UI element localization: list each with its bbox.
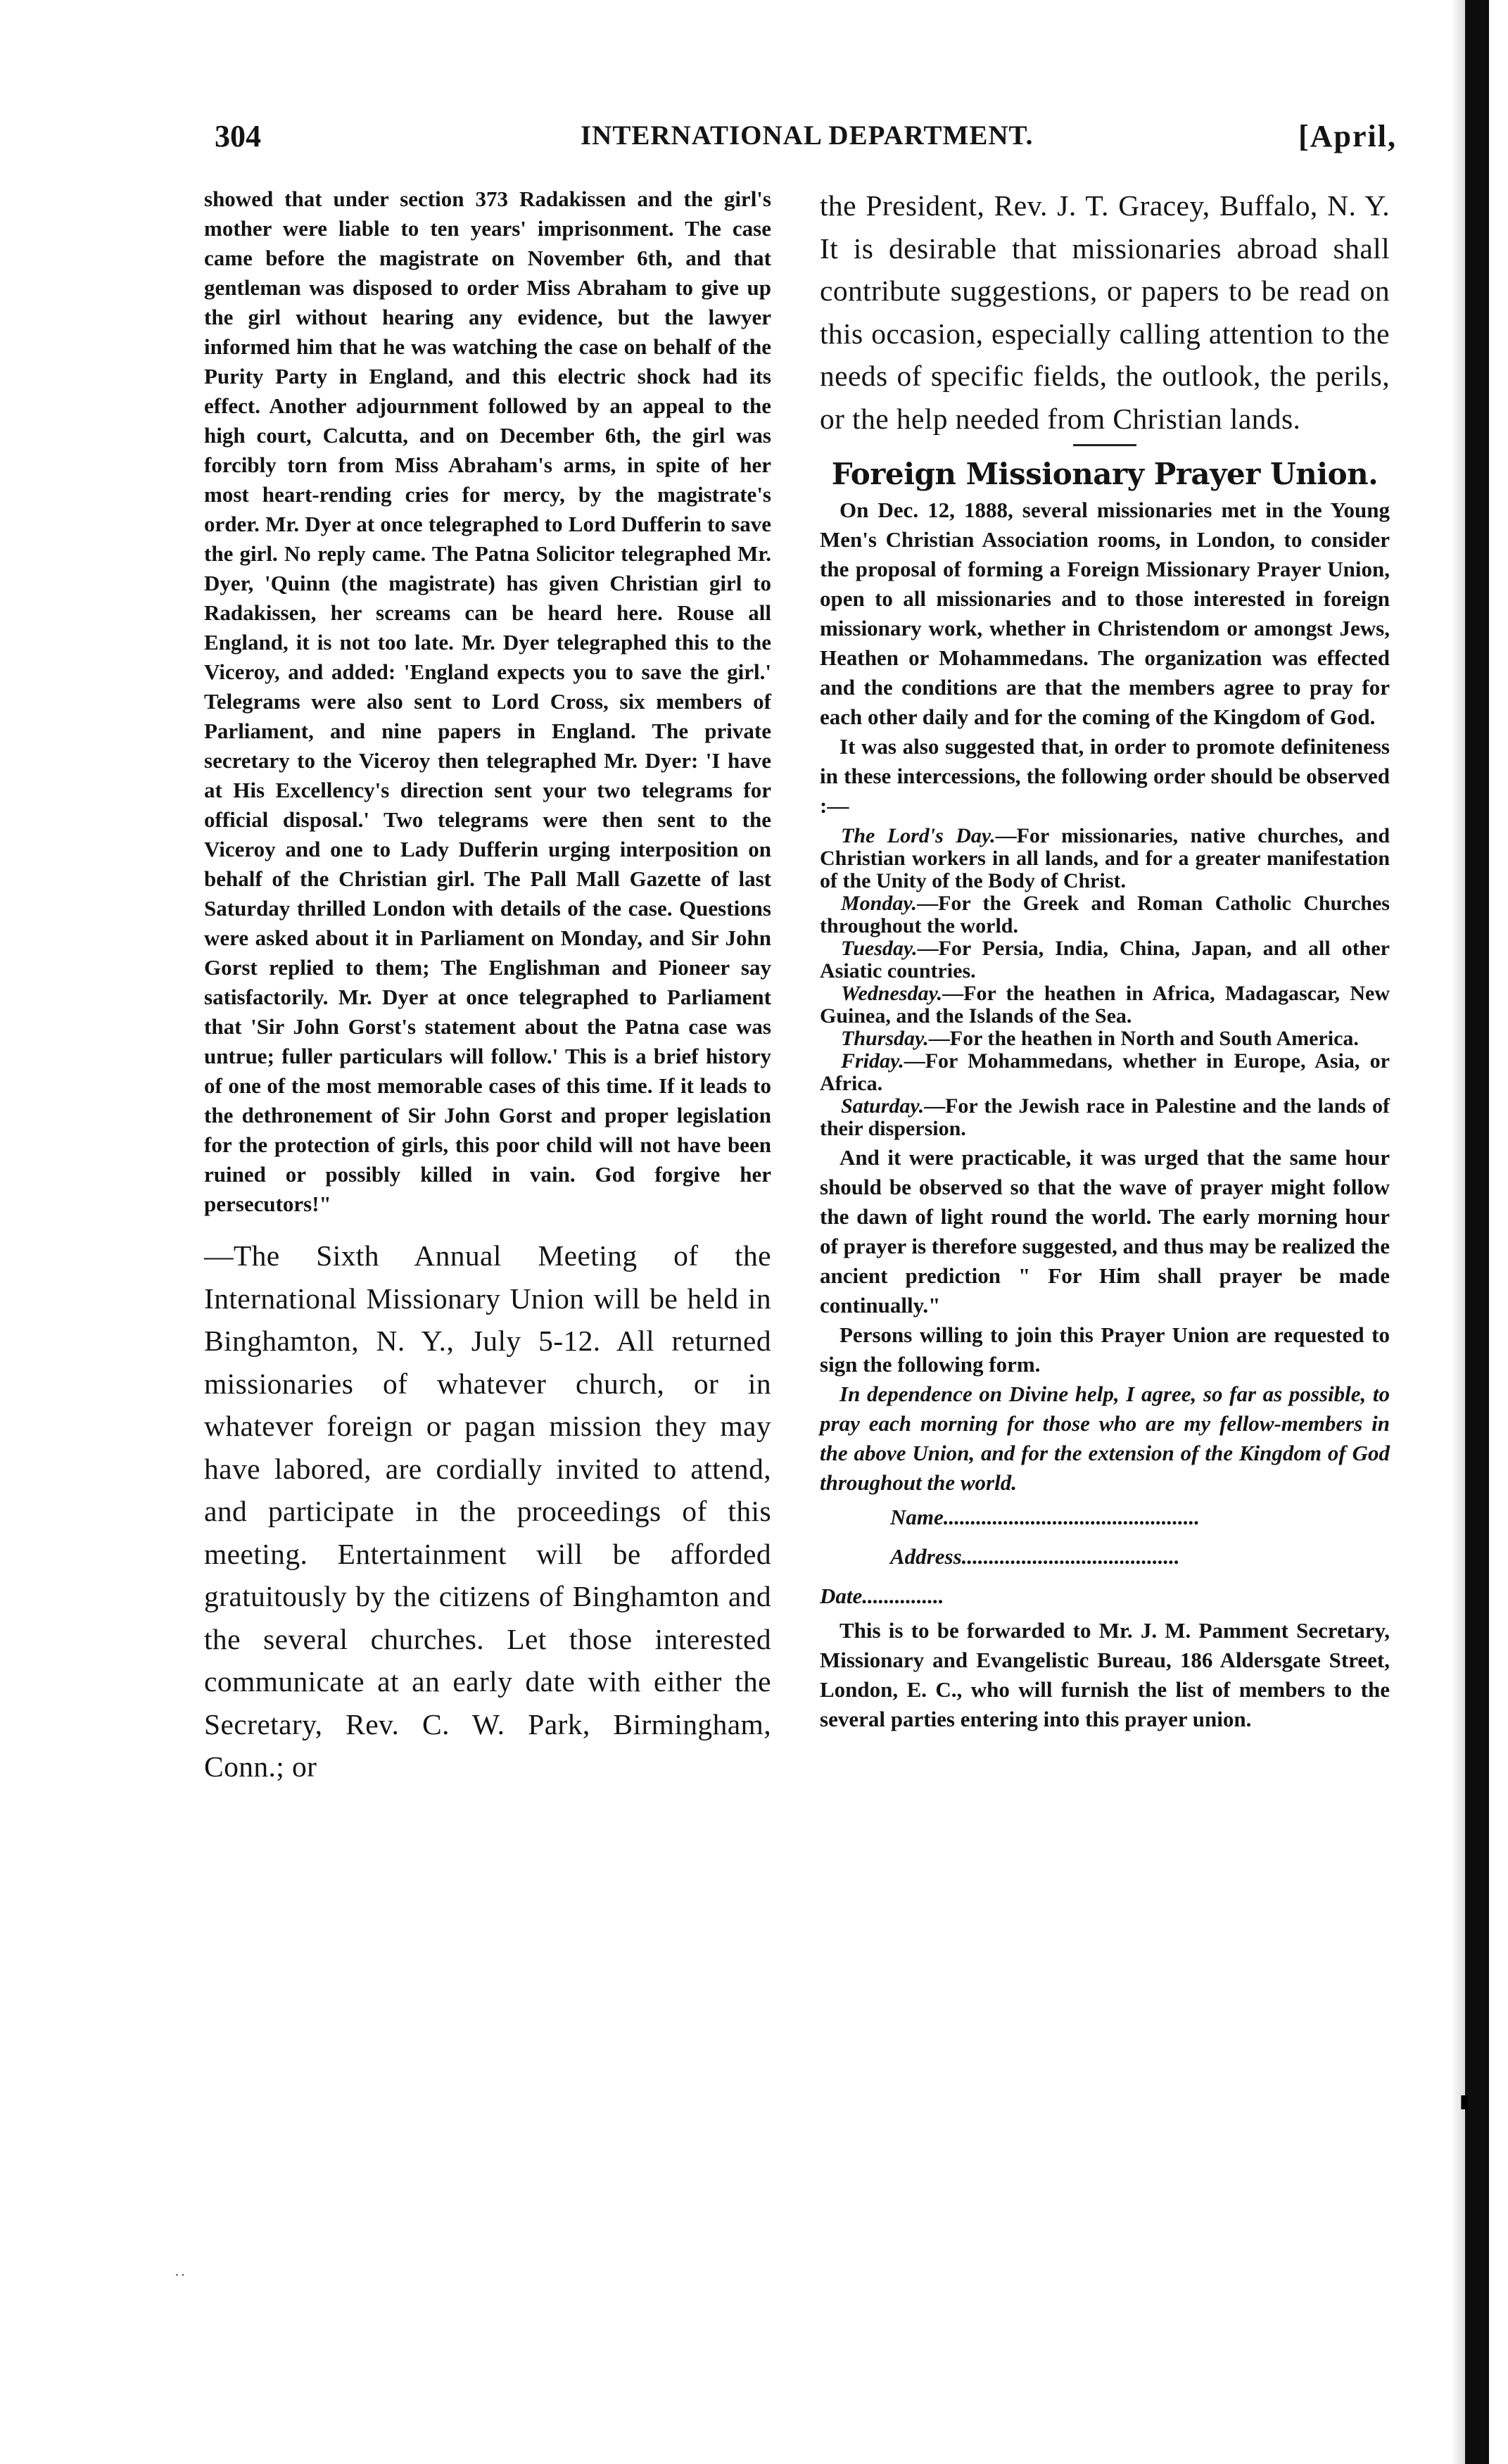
day-entry [820, 1050, 1390, 1095]
day-name: The Lord's Day. [841, 824, 996, 847]
prayer-union-intro: On Dec. 12, 1888, several missionaries met in the Young Men's Christian Association rooms, in London, to consider the proposal of forming a Foreign Missionary Prayer Union, open to all missionaries and to those interested in foreign missionary work, whether in Christendom or amongst Jews, Heathen or Mohammedans. The organization was effected and the conditions are that the members agree to pray for each other daily and for the coming of the Kingdom of God. [820, 498, 1390, 729]
form-name-line: Name............................................... [890, 1505, 1200, 1529]
day-text: —For the heathen in North and South America. [928, 1027, 1359, 1050]
day-entry [820, 892, 1390, 937]
day-text: —For the Jewish race in Palestine and the lands of their dispersion. [820, 1094, 1390, 1140]
day-entry [820, 825, 1390, 892]
page-number: 304 [215, 119, 261, 153]
day-text: —For the Greek and Roman Catholic Churches throughout the world. [820, 892, 1390, 937]
day-text: —For Mohammedans, whether in Europe, Asia, or Africa. [820, 1049, 1390, 1095]
section-divider [1073, 444, 1136, 446]
day-entry [820, 1028, 1390, 1050]
day-entry [820, 983, 1390, 1028]
day-text: —For missionaries, native churches, and Christian workers in all lands, and for a greater manifestation of the Unity of the Body of Christ. [820, 824, 1390, 892]
meeting-continued: the President, Rev. J. T. Gracey, Buffalo, N. Y. It is desirable that missionaries abroad shall contribute suggestions, or papers to be read on this occasion, especially calling attention to the needs of specific fields, the outlook, the perils, or the help needed from Christian lands. [820, 189, 1390, 435]
meeting-paragraph: —The Sixth Annual Meeting of the International Missionary Union will be held in Binghamton, N. Y., July 5-12. All returned missionaries of whatever church, or in whatever foreign or pagan mission they may have labored, are cordially invited to attend, and participate in the proceedings of this meeting. Entertainment will be afforded gratuitously by the citizens of Binghamton and the several churches. Let those interested communicate at an early date with either the Secretary, Rev. C. W. Park, Birmingham, Conn.; or [204, 1239, 771, 1783]
day-name: Saturday. [841, 1094, 925, 1118]
day-name: Friday. [841, 1049, 904, 1073]
right-column [820, 184, 1390, 1734]
day-name: Monday. [841, 892, 918, 915]
day-text: —For Persia, India, China, Japan, and all other Asiatic countries. [820, 937, 1390, 983]
stray-mark: ▮ [1459, 2091, 1470, 2111]
day-name: Thursday. [841, 1027, 929, 1050]
day-name: Tuesday. [841, 937, 918, 960]
form-date-line: Date............... [820, 1584, 944, 1608]
closing-paragraph: This is to be forwarded to Mr. J. M. Pamment Secretary, Missionary and Evangelistic Bureau, 186 Aldersgate Street, London, E. C., who will furnish the list of members to the several parties entering into this prayer union. [820, 1618, 1390, 1731]
stray-mark: ·· [175, 2268, 187, 2283]
day-entry [820, 937, 1390, 983]
day-list [820, 825, 1390, 1140]
suggested-order: It was also suggested that, in order to promote definiteness in these intercessions, the following order should be observed :— [820, 734, 1390, 818]
pledge-text: In dependence on Divine help, I agree, so far as possible, to pray each morning for those who are my fellow-members in the above Union, and for the extension of the Kingdom of God throughout the world. [820, 1382, 1390, 1495]
hour-paragraph: And it were practicable, it was urged that the same hour should be observed so that the wave of prayer might follow the dawn of light round the world. The early morning hour of prayer is therefore suggested, and thus may be realized the ancient prediction " For Him shall prayer be made continually." [820, 1145, 1390, 1318]
running-title: INTERNATIONAL DEPARTMENT. [581, 120, 1034, 151]
form-address-line: Address........................................ [890, 1544, 1180, 1569]
day-name: Wednesday. [841, 982, 943, 1005]
header-month: [April, [1298, 119, 1397, 153]
running-header [215, 113, 1397, 162]
section-title: Foreign Missionary Prayer Union. [831, 457, 1379, 491]
left-column [204, 184, 771, 1788]
day-entry [820, 1095, 1390, 1140]
day-text: —For the heathen in Africa, Madagascar, New Guinea, and the Islands of the Sea. [820, 982, 1390, 1028]
case-paragraph: showed that under section 373 Radakissen and the girl's mother were liable to ten years' imprisonment. The case came before the magistrate on November 6th, and that gentleman was disposed to order Miss Abraham to give up the girl without hearing any evidence, but the lawyer informed him that he was watching the case on behalf of the Purity Party in England, and this electric shock had its effect. Another adjournment followed by an appeal to the high court, Calcutta, and on December 6th, the girl was forcibly torn from Miss Abraham's arms, in spite of her most heart-rending cries for mercy, by the magistrate's order. Mr. Dyer at once telegraphed to Lord Dufferin to save the girl. No reply came. The Patna Solicitor telegraphed Mr. Dyer, 'Quinn (the magistrate) has given Christian girl to Radakissen, her screams can be heard here. Rouse all England, it is not too late. Mr. Dyer telegraphed this to the Viceroy, and added: 'England expects you to save the girl.' Telegrams were also sent to Lord Cross, six members of Parliament, and nine papers in England. The private secretary to the Viceroy then telegraphed Mr. Dyer: 'I have at His Excellency's direction sent your two telegrams for official disposal.' Two telegrams were then sent to the Viceroy and one to Lady Dufferin urging interposition on behalf of the Christian girl. The Pall Mall Gazette of last Saturday thrilled London with details of the case. Questions were asked about it in Parliament on Monday, and Sir John Gorst replied to them; The Englishman and Pioneer say satisfactorily. Mr. Dyer at once telegraphed to Parliament that 'Sir John Gorst's statement about the Patna case was untrue; fuller particulars will follow.' This is a brief history of one of the most memorable cases of this time. If it leads to the dethronement of Sir John Gorst and proper legislation for the protection of girls, this poor child will not have been ruined or possibly killed in vain. God forgive her persecutors!" [204, 187, 771, 1216]
join-paragraph: Persons willing to join this Prayer Union are requested to sign the following form. [820, 1322, 1390, 1377]
